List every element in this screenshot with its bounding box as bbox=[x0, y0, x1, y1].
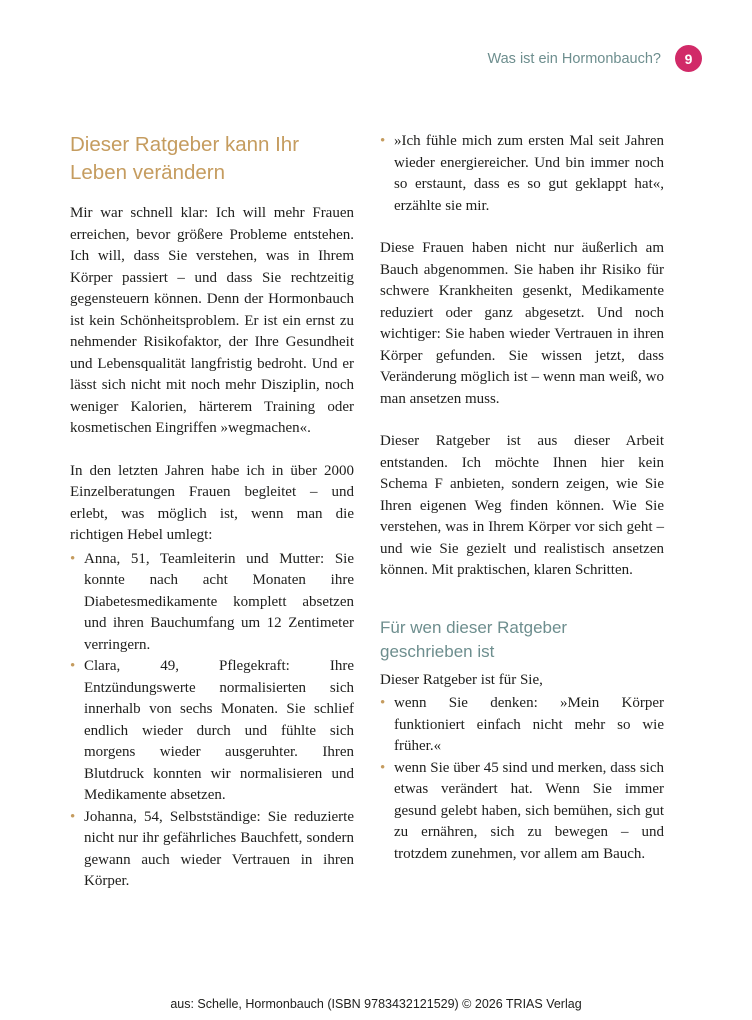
page-header bbox=[0, 45, 702, 72]
bullet-icon: • bbox=[380, 759, 386, 776]
bullet-icon: • bbox=[380, 695, 386, 711]
list-item bbox=[380, 693, 664, 758]
footer-credit: aus: Schelle, Hormonbauch (ISBN 9783432121529) © 2026 TRIAS Verlag bbox=[170, 997, 582, 1011]
bullet-icon: • bbox=[70, 658, 76, 674]
chapter-heading: Dieser Ratgeber kann Ihr Leben verändern bbox=[70, 133, 300, 184]
right-column bbox=[380, 131, 664, 893]
paragraph: Dieser Ratgeber ist für Sie, bbox=[380, 671, 543, 688]
bullet-icon: • bbox=[380, 133, 386, 149]
page-number-badge: 9 bbox=[675, 45, 702, 72]
paragraph: Diese Frauen haben nicht nur äußerlich am Bauch abgenommen. Sie haben ihr Risiko für schwere Krankheiten gesenkt, Medikamente reduziert oder ganz abgesetzt. Und noch wichtiger: Sie haben wieder Vertrauen in ihren Körper gefunden. Sie wissen jetzt, dass Veränderung möglich ist – wenn man weiß, wo man ansetzen muss. bbox=[380, 240, 664, 407]
list-item bbox=[70, 807, 354, 893]
list-item-text: wenn Sie denken: »Mein Körper funktioniert einfach nicht mehr so wie früher.« bbox=[394, 695, 664, 754]
left-column bbox=[70, 131, 354, 893]
running-head: Was ist ein Hormonbauch? bbox=[487, 50, 661, 67]
list-item-text: Clara, 49, Pflegekraft: Ihre Entzündungswerte normalisierten sich innerhalb von sechs Monaten. Sie schlief endlich wieder durch und fühlte sich morgens wieder ausgeruhter. Ihren Blutdruck konnten wir normalisieren und Medikamente absetzen. bbox=[84, 658, 354, 803]
case-study-list bbox=[70, 549, 354, 893]
list-item bbox=[70, 656, 354, 807]
paragraph: Dieser Ratgeber ist aus dieser Arbeit entstanden. Ich möchte Ihnen hier kein Schema F anbieten, sondern zeigen, wie Sie Ihren eigenen Weg finden können. Wie Sie verstehen, was in Ihrem Körper vor sich geht – und wie Sie gezielt und realistisch ansetzen können. Mit praktischen, klaren Schritten. bbox=[380, 433, 664, 578]
bullet-icon: • bbox=[70, 808, 76, 825]
section-heading: Für wen dieser Ratgeber geschrieben ist bbox=[380, 617, 568, 661]
case-study-list-continued bbox=[380, 131, 664, 217]
paragraph: In den letzten Jahren habe ich in über 2000 Einzelberatungen Frauen begleitet – und erlebt, was möglich ist, wenn man die richtigen Hebel umlegt: bbox=[70, 462, 354, 543]
list-item bbox=[380, 758, 664, 866]
list-item-text: Anna, 51, Teamleiterin und Mutter: Sie konnte nach acht Monaten ihre Diabetesmedikamente komplett absetzen und ihren Bauchumfang um 12 Zentimeter verringern. bbox=[84, 550, 354, 653]
reader-criteria-list bbox=[380, 693, 664, 865]
bullet-icon: • bbox=[70, 550, 76, 567]
list-item bbox=[70, 549, 354, 657]
list-item bbox=[380, 131, 664, 217]
list-item-text: wenn Sie über 45 sind und merken, dass sich etwas verändert hat. Wenn Sie immer gesund gelebt haben, sich bemühen, sich gut zu ernähren, sich zu bewegen – und trotzdem zunehmen, vor allem am Bauch. bbox=[394, 759, 664, 862]
paragraph: Mir war schnell klar: Ich will mehr Frauen erreichen, bevor größere Probleme entstehen. Ich will, dass Sie verstehen, was in Ihrem Körper passiert – und dass Sie rechtzeitig gegensteuern können. Denn der Hormonbauch ist kein Schönheitsproblem. Er ist ein ernst zu nehmender Risikofaktor, der Ihre Gesundheit und Lebensqualität langfristig bedroht. Und er lässt sich nicht mit noch mehr Disziplin, noch weniger Kalorien, härterem Training oder kosmetischen Eingriffen »wegmachen«. bbox=[70, 205, 354, 436]
list-item-text: »Ich fühle mich zum ersten Mal seit Jahren wieder energiereicher. Und bin immer noch so erstaunt, dass es so gut geklappt hat«, erzählte sie mir. bbox=[394, 133, 664, 214]
content-columns bbox=[70, 131, 664, 893]
list-item-text: Johanna, 54, Selbstständige: Sie reduzierte nicht nur ihr gefährliches Bauchfett, sondern gewann auch wieder Vertrauen in ihren Körper. bbox=[84, 808, 354, 889]
